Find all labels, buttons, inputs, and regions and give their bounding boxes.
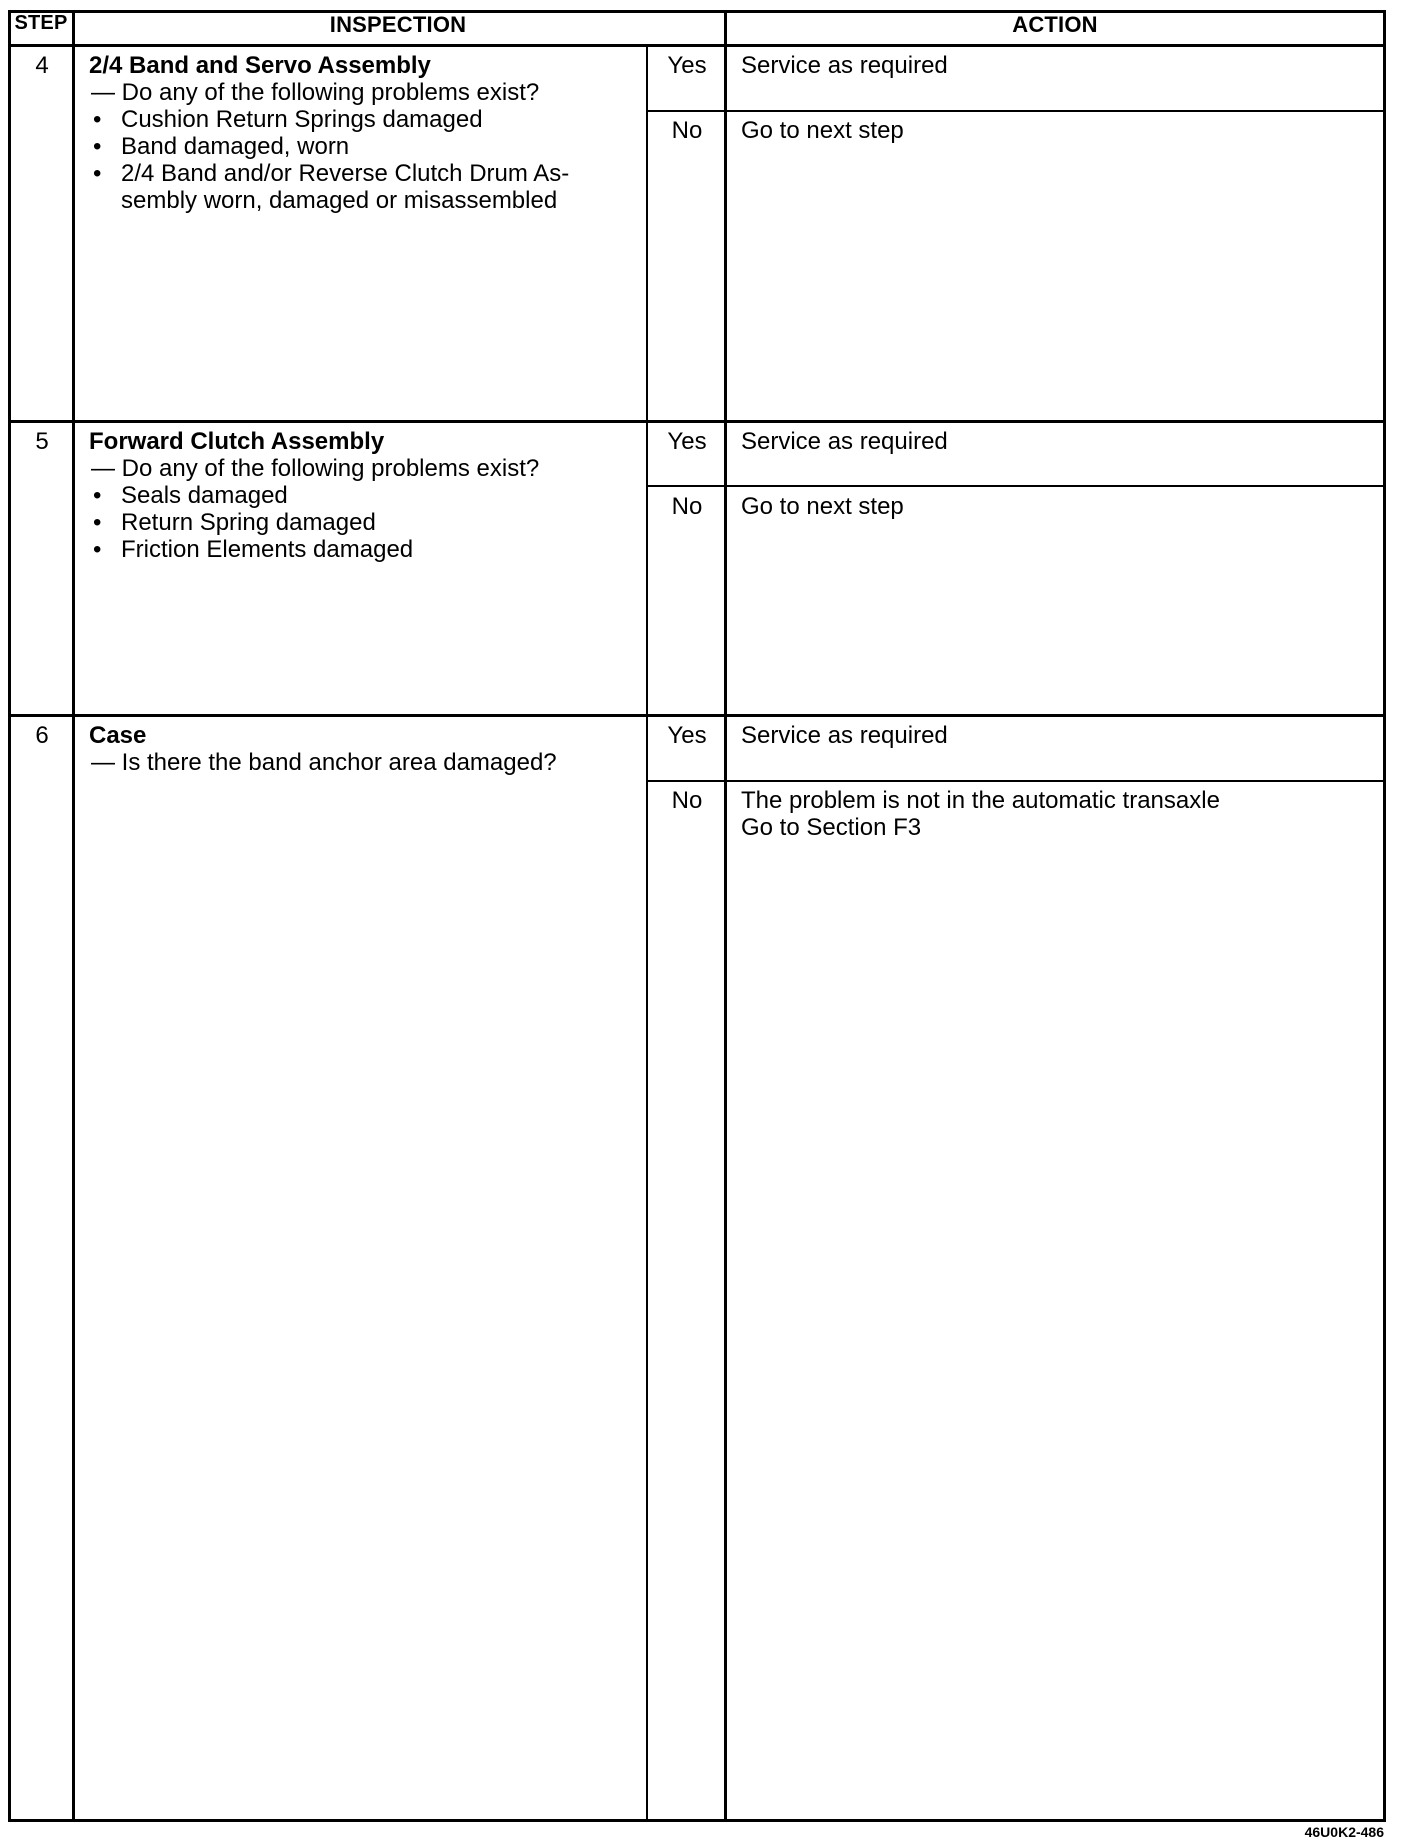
figure-code: 46U0K2-486 [1304,1824,1384,1840]
yes-label: Yes [667,52,707,79]
inspection-block [89,428,639,563]
step-number: 5 [35,428,49,455]
inspection-title: Case [89,722,147,749]
no-label: No [671,493,703,520]
step5-yes-no-divider [646,485,1386,487]
list-item: • Return Spring damaged [89,509,639,536]
list-item: • Seals damaged [89,482,639,509]
inspection-question: — Do any of the following problems exist? [91,79,540,106]
inspection-title: 2/4 Band and Servo Assembly [89,52,431,79]
problem-list [89,106,639,187]
no-action-line: Go to next step [741,493,904,520]
no-action-line: Go to next step [741,117,904,144]
step4-yes-no-divider [646,110,1386,112]
header-step: STEP [14,12,68,34]
step5-bottom-border [8,714,1386,717]
no-action [741,493,904,520]
table-frame [8,10,1386,1822]
yes-action: Service as required [741,52,948,79]
no-action-line: Go to Section F3 [741,814,922,841]
no-action [741,117,904,144]
yes-action: Service as required [741,722,948,749]
inspection-block [89,722,639,776]
inspection-block [89,52,639,214]
no-label: No [671,787,703,814]
list-item-continuation: sembly worn, damaged or misassembled [121,187,558,214]
header-inspection: INSPECTION [329,12,467,37]
column-line-step [72,10,75,1822]
list-item: • Cushion Return Springs damaged [89,106,639,133]
problem-list [89,482,639,563]
list-item: • Band damaged, worn [89,133,639,160]
header-divider [8,44,1386,47]
inspection-question: — Do any of the following problems exist? [91,455,540,482]
inspection-question: — Is there the band anchor area damaged? [91,749,557,776]
no-action [741,787,1220,841]
yes-label: Yes [667,428,707,455]
step6-yes-no-divider [646,780,1386,782]
no-action-line: The problem is not in the automatic transaxle [741,787,1220,814]
column-line-response [646,47,648,1822]
list-item: • Friction Elements damaged [89,536,639,563]
step4-bottom-border [8,420,1386,423]
list-item: • 2/4 Band and/or Reverse Clutch Drum As- [89,160,639,187]
step-number: 6 [35,722,49,749]
yes-label: Yes [667,722,707,749]
yes-action: Service as required [741,428,948,455]
inspection-title: Forward Clutch Assembly [89,428,385,455]
step-number: 4 [35,52,49,79]
no-label: No [671,117,703,144]
column-line-action [724,10,727,1822]
header-action: ACTION [1012,12,1098,37]
